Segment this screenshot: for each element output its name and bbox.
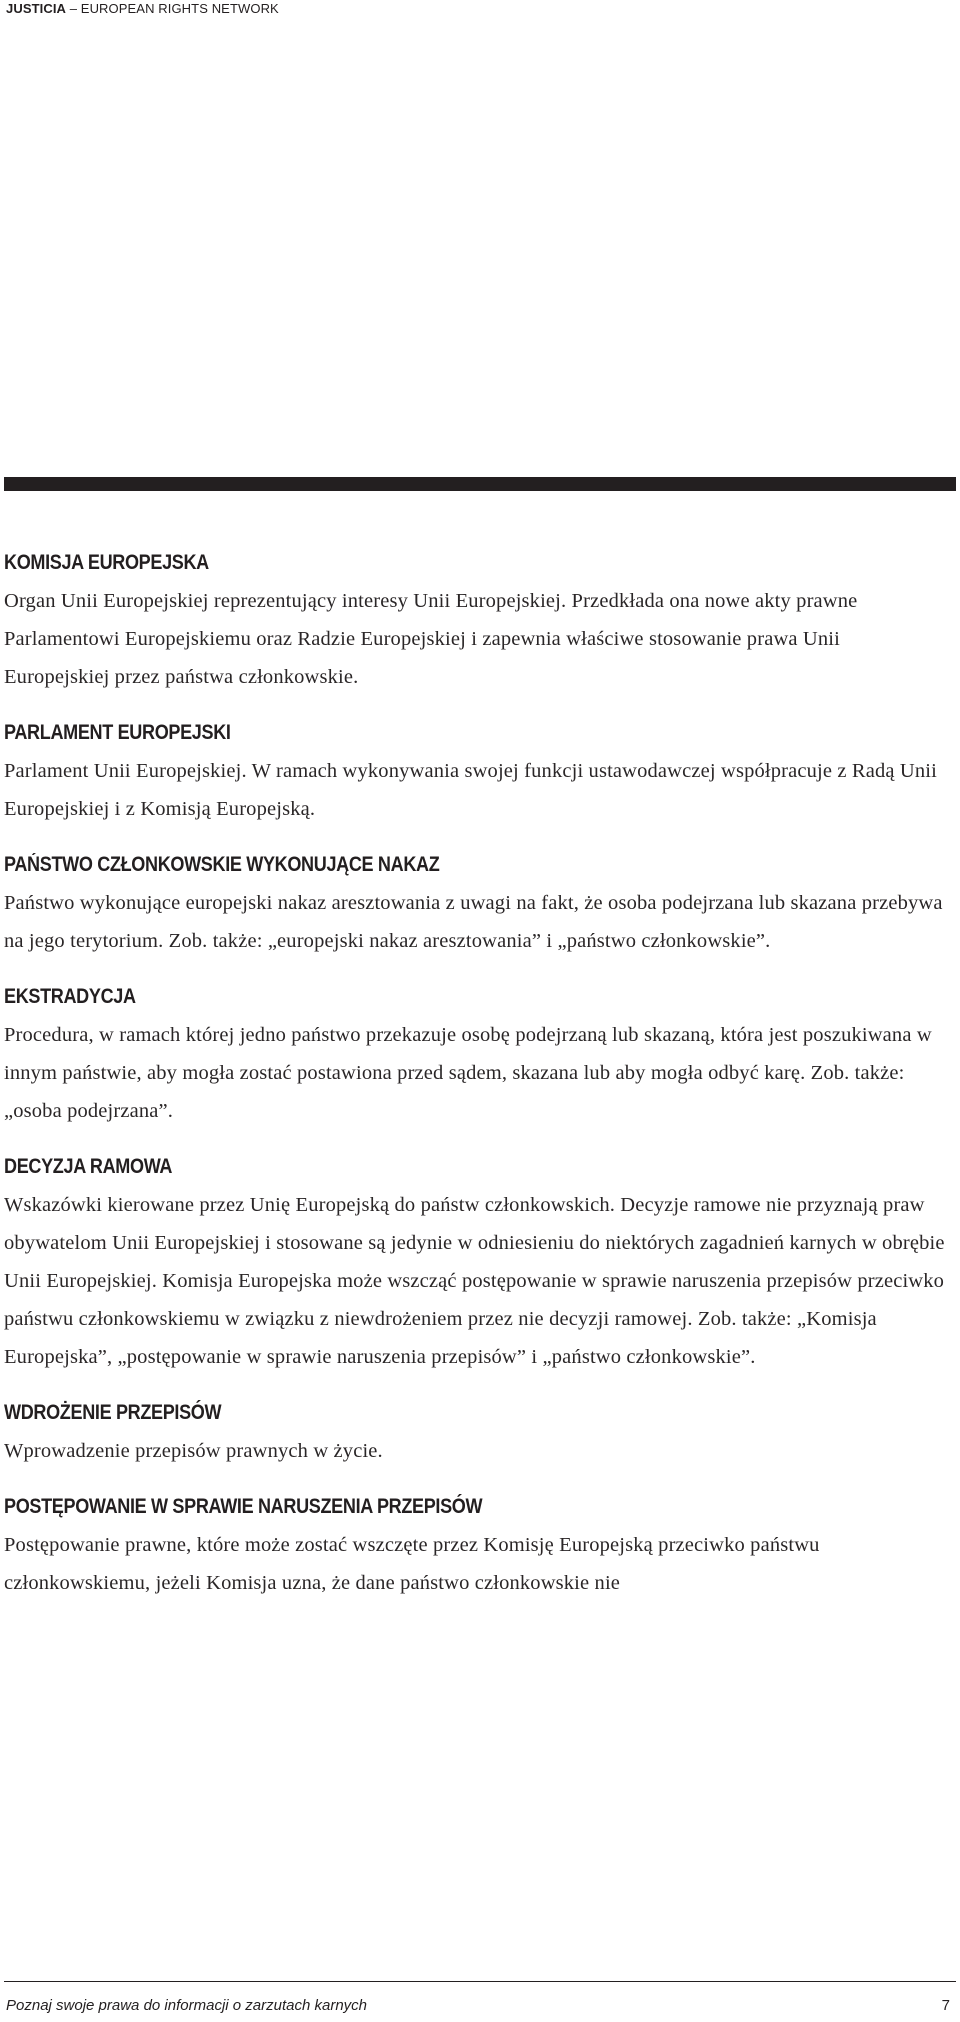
glossary-definition: Państwo wykonujące europejski nakaz aresztowania z uwagi na fakt, że osoba podejrzana lub skazana przebywa na jego terytorium. Zob. także: „europejski nakaz aresztowania” i „państwo członkowskie”. [4,892,943,952]
header-network: EUROPEAN RIGHTS NETWORK [80,1,279,16]
glossary-entry-postepowanie-naruszenie [4,1492,950,1602]
glossary-entry-panstwo-wykonujace-nakaz [4,850,950,960]
glossary-entry-wdrozenie-przepisow [4,1398,950,1470]
glossary-entry-parlament-europejski [4,718,950,828]
page-number: 7 [941,1997,950,2014]
section-divider-bar [4,477,956,491]
glossary-entry-komisja-europejska [4,548,950,696]
glossary-definition: Postępowanie prawne, które może zostać wszczęte przez Komisję Europejską przeciwko państwu członkowskiemu, jeżeli Komisja uzna, że dane państwo członkowskie nie [4,1534,820,1594]
header-separator: – [66,1,81,16]
header-organization: JUSTICIA [6,1,67,16]
glossary-definition: Procedura, w ramach której jedno państwo przekazuje osobę podejrzaną lub skazaną, która jest poszukiwana w innym państwie, aby mogła zostać postawiona przed sądem, skazana lub aby mogła odbyć karę. Zob. także: „osoba podejrzana”. [4,1024,932,1122]
glossary-term: PAŃSTWO CZŁONKOWSKIE WYKONUJĄCE NAKAZ [4,853,440,876]
glossary-term: POSTĘPOWANIE W SPRAWIE NARUSZENIA PRZEPISÓW [4,1495,483,1518]
footer-divider [4,1981,956,1982]
footer-publication-title: Poznaj swoje prawa do informacji o zarzutach karnych [6,1997,368,2014]
glossary-term: WDROŻENIE PRZEPISÓW [4,1401,222,1424]
glossary-term: KOMISJA EUROPEJSKA [4,551,209,574]
glossary-term: PARLAMENT EUROPEJSKI [4,721,231,744]
glossary-term: DECYZJA RAMOWA [4,1155,173,1178]
glossary-entry-decyzja-ramowa [4,1152,950,1376]
glossary-entry-ekstradycja [4,982,950,1130]
glossary-term: EKSTRADYCJA [4,985,136,1008]
glossary-definition: Wskazówki kierowane przez Unię Europejską do państw członkowskich. Decyzje ramowe nie przyznają praw obywatelom Unii Europejskiej i stosowane są jedynie w odniesieniu do niektórych zagadnień karnych w obrębie Unii Europejskiej. Komisja Europejska może wszcząć postępowanie w sprawie naruszenia przepisów przeciwko państwu członkowskiemu w związku z niewdrożeniem przez nie decyzji ramowej. Zob. także: „Komisja Europejska”, „postępowanie w sprawie naruszenia przepisów” i „państwo członkowskie”. [4,1194,945,1368]
running-header [6,0,279,18]
glossary-definition: Parlament Unii Europejskiej. W ramach wykonywania swojej funkcji ustawodawczej współpracuje z Radą Unii Europejskiej i z Komisją Europejską. [4,760,937,820]
glossary-definition: Organ Unii Europejskiej reprezentujący interesy Unii Europejskiej. Przedkłada ona nowe akty prawne Parlamentowi Europejskiemu oraz Radzie Europejskiej i zapewnia właściwe stosowanie prawa Unii Europejskiej przez państwa członkowskie. [4,590,858,688]
glossary-list [4,548,950,1624]
glossary-definition: Wprowadzenie przepisów prawnych w życie. [4,1440,383,1462]
